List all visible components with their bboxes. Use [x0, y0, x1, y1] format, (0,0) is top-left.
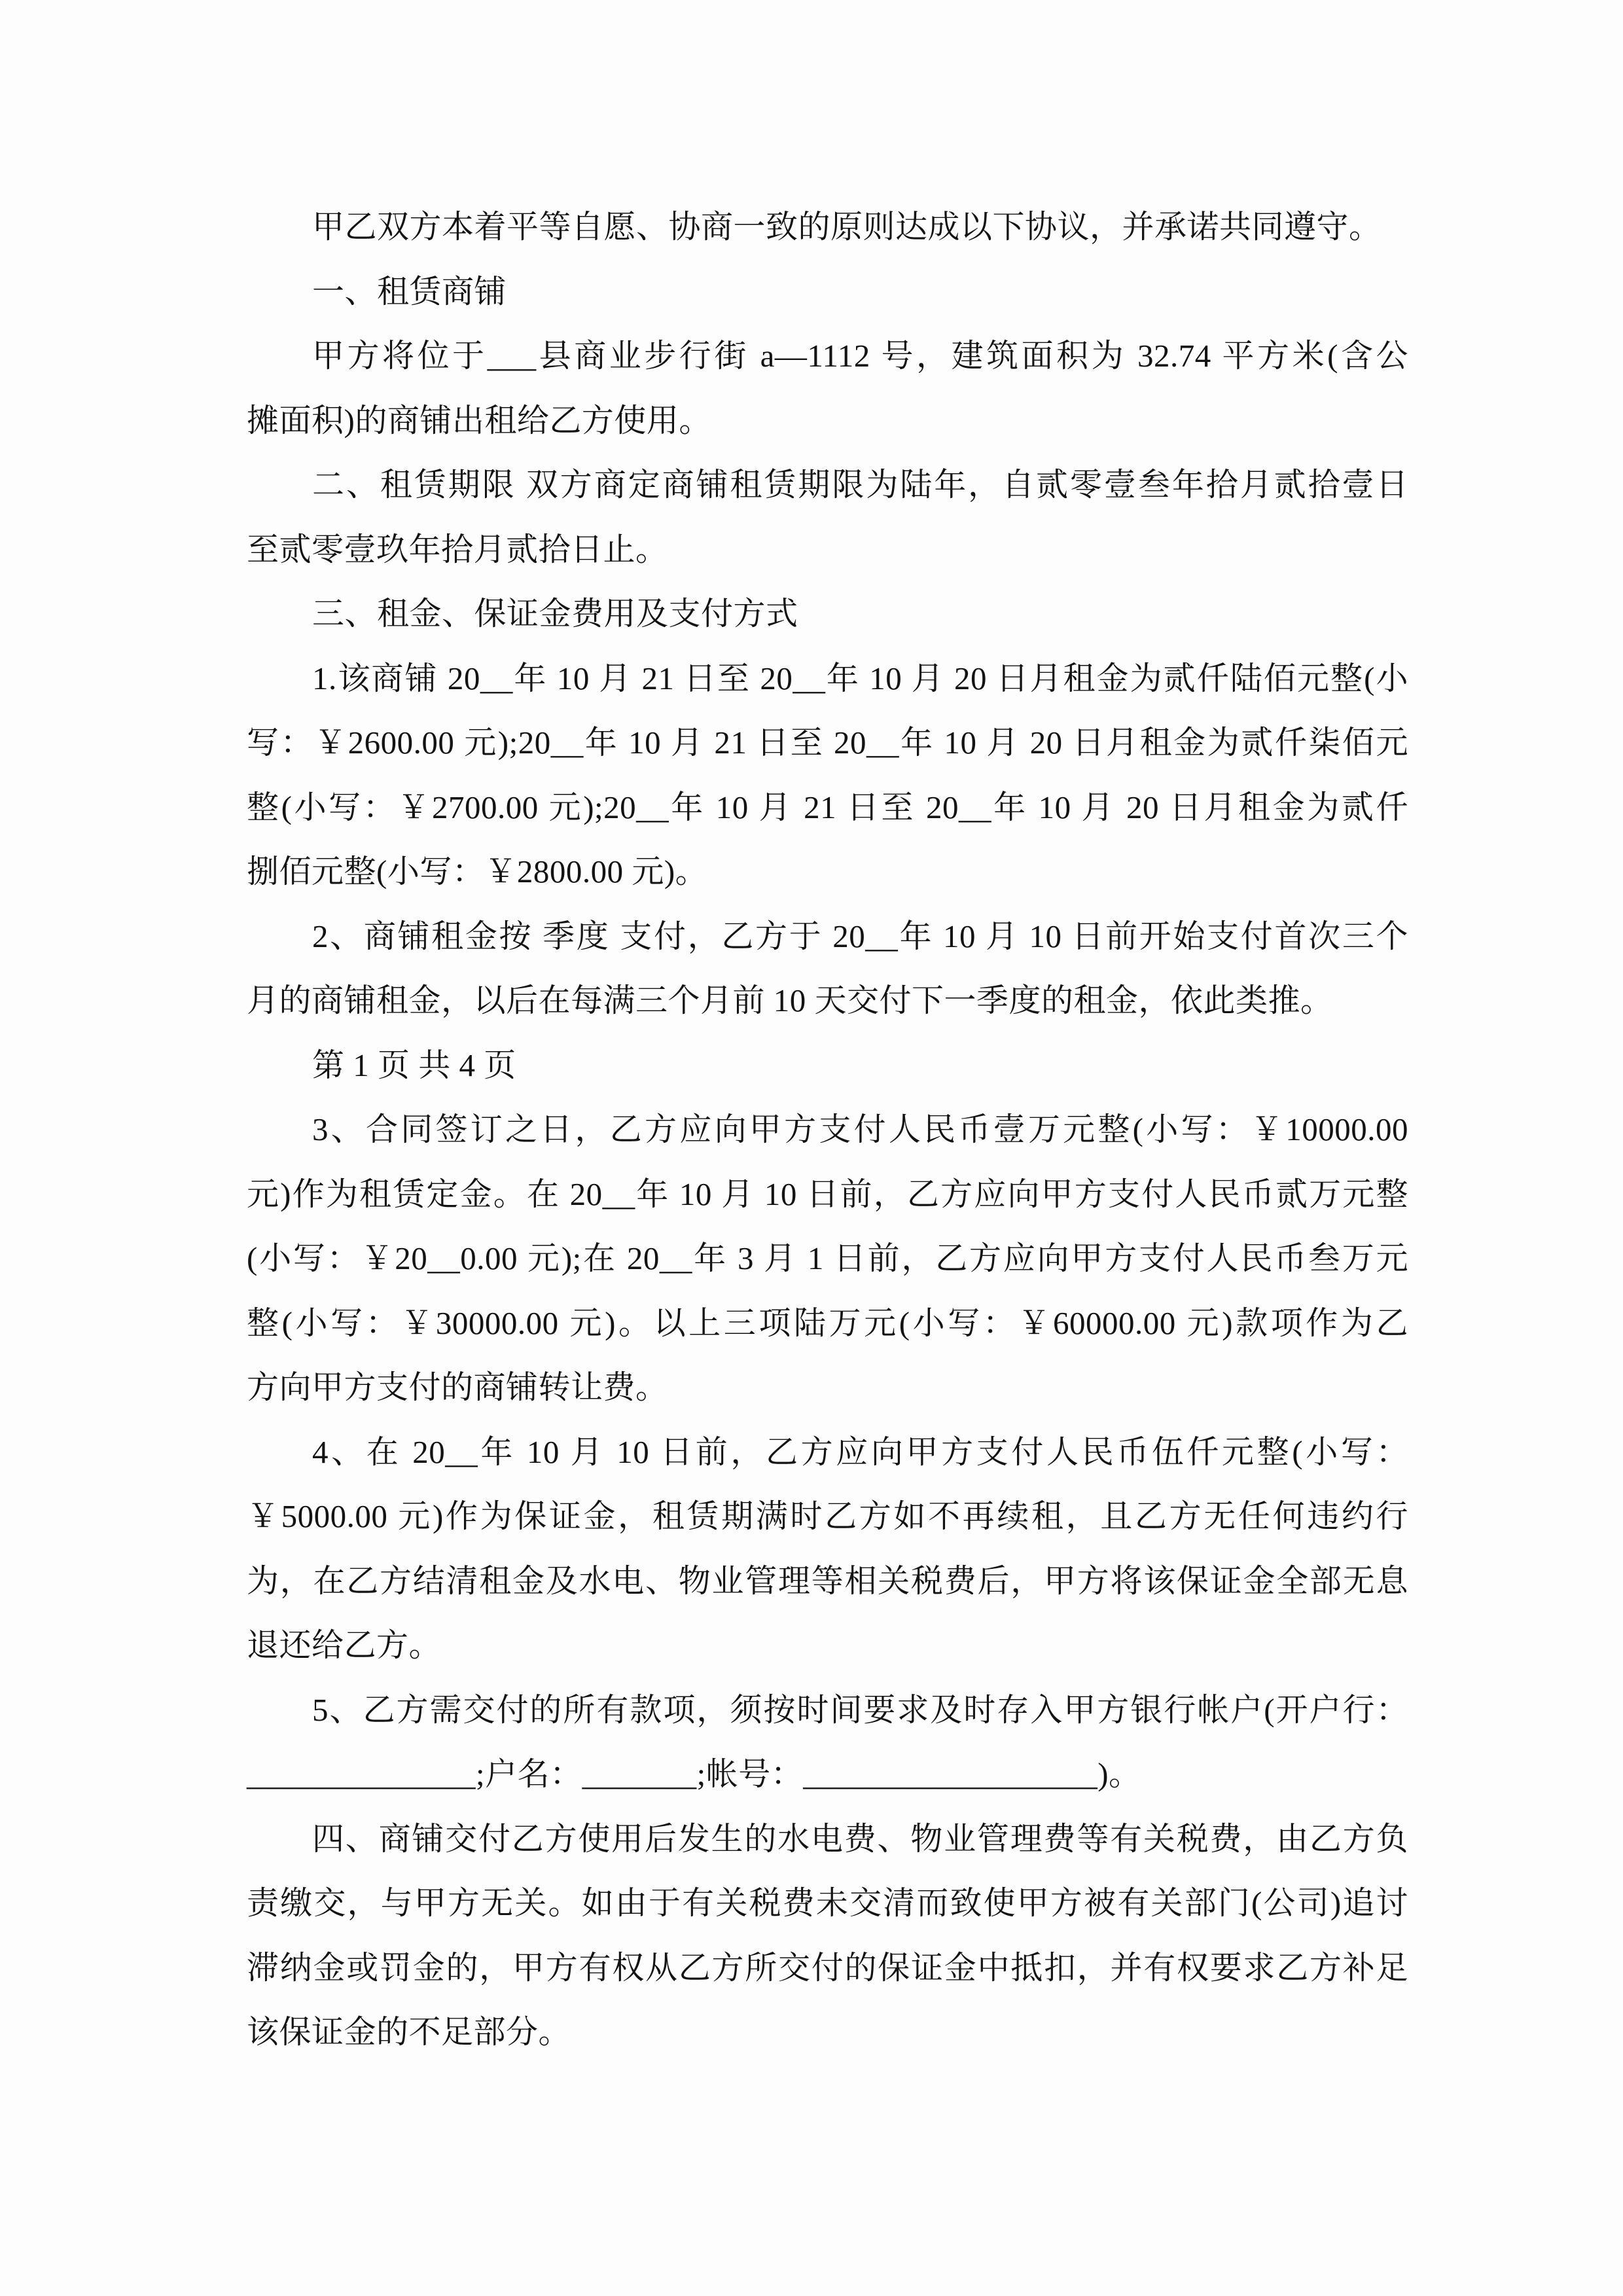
document-line: 1.该商铺 20__年 10 月 21 日至 20__年 10 月 20 日月租金为贰仟陆佰元整(小: [312, 660, 1408, 696]
document-content: [247, 195, 1408, 2065]
document-line: 3、合同签订之日，乙方应向甲方支付人民币壹万元整(小写：￥10000.00: [312, 1111, 1408, 1147]
document-line: 元)作为租赁定金。在 20__年 10 月 10 日前，乙方应向甲方支付人民币贰万元整: [247, 1175, 1408, 1212]
document-line: 该保证金的不足部分。: [247, 2014, 571, 2050]
document-line: 甲乙双方本着平等自愿、协商一致的原则达成以下协议，并承诺共同遵守。: [312, 209, 1382, 245]
document-line: 捌佰元整(小写：￥2800.00 元)。: [247, 853, 708, 889]
document-line: 为，在乙方结清租金及水电、物业管理等相关税费后，甲方将该保证金全部无息: [247, 1562, 1408, 1599]
page-number-line: 第 1 页 共 4 页: [312, 1047, 516, 1083]
document-line: 整(小写：￥2700.00 元);20__年 10 月 21 日至 20__年 10 月 20 日月租金为贰仟: [247, 789, 1408, 825]
document-line: 2、商铺租金按 季度 支付，乙方于 20__年 10 月 10 日前开始支付首次三个: [312, 918, 1408, 954]
document-line: 方向甲方支付的商铺转让费。: [247, 1369, 668, 1405]
document-line-heading-2: 二、租赁期限 双方商定商铺租赁期限为陆年，自贰零壹叁年拾月贰拾壹日: [312, 467, 1408, 503]
document-line: 摊面积)的商铺出租给乙方使用。: [247, 402, 711, 439]
document-line-heading-4: 四、商铺交付乙方使用后发生的水电费、物业管理费等有关税费，由乙方负: [312, 1820, 1408, 1857]
document-line: ￥5000.00 元)作为保证金，租赁期满时乙方如不再续租，且乙方无任何违约行: [247, 1498, 1408, 1534]
document-line: 责缴交，与甲方无关。如由于有关税费未交清而致使甲方被有关部门(公司)追讨: [247, 1885, 1408, 1921]
document-line: (小写：￥20__0.00 元);在 20__年 3 月 1 日前，乙方应向甲方支付人民币叁万元: [247, 1240, 1408, 1276]
document-line: 整(小写：￥30000.00 元)。以上三项陆万元(小写：￥60000.00 元)款项作为乙: [247, 1304, 1408, 1341]
document-line: 甲方将位于___县商业步行街 a—1112 号，建筑面积为 32.74 平方米(含公: [312, 338, 1408, 374]
document-line: 写：￥2600.00 元);20__年 10 月 21 日至 20__年 10 月 20 日月租金为贰仟柒佰元: [247, 725, 1408, 761]
document-line: 5、乙方需交付的所有款项，须按时间要求及时存入甲方银行帐户(开户行：: [312, 1691, 1408, 1728]
document-line: 退还给乙方。: [247, 1627, 442, 1663]
document-line-blanks: ______________;户名：_______;帐号：__________________)。: [247, 1756, 1141, 1792]
document-line: 4、在 20__年 10 月 10 日前，乙方应向甲方支付人民币伍仟元整(小写：: [312, 1433, 1408, 1470]
document-line-heading-1: 一、租赁商铺: [312, 273, 507, 310]
document-line: 滞纳金或罚金的，甲方有权从乙方所交付的保证金中抵扣，并有权要求乙方补足: [247, 1949, 1408, 1986]
document-line: 月的商铺租金，以后在每满三个月前 10 天交付下一季度的租金，依此类推。: [247, 982, 1333, 1018]
document-line: 至贰零壹玖年拾月贰拾日止。: [247, 531, 668, 567]
document-line-heading-3: 三、租金、保证金费用及支付方式: [312, 596, 798, 632]
